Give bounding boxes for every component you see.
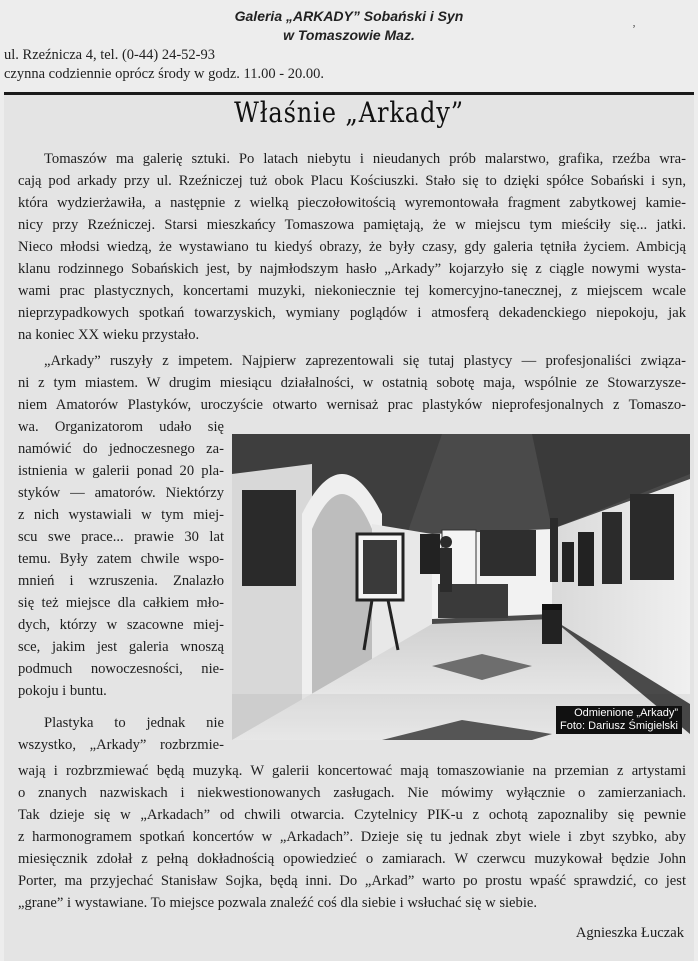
article-line: która wydzierżawiła, a następnie z wielką pieczołowitością wyremontowała fragment zabytkowej kamie-	[18, 195, 686, 211]
article-line: scu swe prace... prawie 30 lat	[18, 529, 224, 545]
gallery-opening-hours: czynna codziennie oprócz środy w godz. 11.00 - 20.00.	[4, 66, 324, 82]
article-line: wszystko, „Arkady” rozbrzmie-	[18, 737, 224, 753]
article-line: nicy przy Rzeźniczej. Starsi mieszkańcy Tomaszowa pamiętają, że w miejscu tym mieściły się... jatki.	[18, 217, 686, 233]
article-line: „grane” i wystawiane. To miejsce pozwala znaleźć coś dla siebie i wsłuchać się w siebie.	[18, 895, 538, 911]
article-line: styków — amatorów. Niektórzy	[18, 485, 224, 501]
article-line: wa. Organizatorom udało się	[18, 419, 224, 435]
photo-caption	[556, 706, 682, 734]
article-line: pokoju i buntu.	[18, 683, 107, 699]
article-headline: Właśnie „Arkady”	[234, 96, 464, 129]
article-line: Porter, ma przyjechać Stanisław Sojka, będą inni. Do „Arkad” warto po prostu wpaść sprawdzić, co jest	[18, 873, 686, 889]
article-line: wają i rozbrzmiewać będą muzyką. W galerii koncertować mają tomaszowianie na przemian z artystami	[18, 763, 686, 779]
article-line: Plastyka to jednak nie	[44, 715, 224, 731]
article-line: się też miejsce dla całkiem mło-	[18, 595, 224, 611]
article-line: mnień i wzruszenia. Znalazło	[18, 573, 224, 589]
gallery-interior-illustration	[232, 434, 690, 740]
corner-mark: ʼ	[632, 22, 636, 36]
article-line: z nich wystawiali w tym miej-	[18, 507, 224, 523]
photo-credit: Foto: Dariusz Śmigielski	[560, 720, 678, 732]
article-line: dych, którzy w szacowne miej-	[18, 617, 224, 633]
article-line: istnienia w galerii ponad 20 pla-	[18, 463, 224, 479]
article-line: cają pod arkady przy ul. Rzeźniczej tuż obok Placu Kościuszki. Stało się to dzięki spółce Sobański i syn,	[18, 173, 686, 189]
gallery-name: Galeria „ARKADY” Sobański i Syn	[234, 8, 464, 24]
article-line: podmuch nowoczesności, nie-	[18, 661, 224, 677]
article-line: niem Amatorów Plastyków, uroczyście otwarto wernisaż prac plastyków nieprofesjonalnych z Tomaszo-	[18, 397, 686, 413]
article-line: Tak dzieje się w „Arkadach” od chwili otwarcia. Czytelnicy PIK-u z ochotą zapoznaliby się pewnie	[18, 807, 686, 823]
article-line: klanu rodzinnego Sobańskich jest, by najmłodszym hasło „Arkady” kojarzyło się z ciągle nowymi wysta-	[18, 261, 686, 277]
article-line: Nieco młodsi wiedzą, że wystawiano tu kiedyś obrazy, że były czasy, gdy galeria tętniła życiem. Ambicją	[18, 239, 686, 255]
gallery-address: ul. Rzeźnicza 4, tel. (0-44) 24-52-93	[4, 47, 215, 63]
article-line: Tomaszów ma galerię sztuki. Po latach niebytu i nieudanych prób malarstwo, grafika, rzeźba wra-	[44, 151, 686, 167]
gallery-location: w Tomaszowie Maz.	[283, 27, 415, 43]
article-line: ni z tym miastem. W drugim miesiącu działalności, w ostatnią sobotę maja, wspólnie ze Stowarzysze-	[18, 375, 686, 391]
article-line: temu. Były zatem chwile wspo-	[18, 551, 224, 567]
gallery-photo	[232, 434, 690, 740]
article-line: miesięcznik zdołał z pełną dokładnością opowiedzieć o zamiarach. W czerwcu muzykował będzie John	[18, 851, 686, 867]
article-line: o znanych nazwiskach i niekwestionowanych zasługach. Nie mówimy wyłącznie o zamierzaniach.	[18, 785, 686, 801]
article-line: z harmonogramem spotkań koncertów w „Arkadach”. Dzieje się tu jednak zbyt wiele i zbyt szybko, aby	[18, 829, 686, 845]
article-line: sce, jakim jest galeria wnoszą	[18, 639, 224, 655]
article-line: namówić do jednoczesnego za-	[18, 441, 224, 457]
article-line: nieprzypadkowych spotkań towarzyskich, wymiany poglądów i atmosferą dekadenckiego niepokoju, jak	[18, 305, 686, 321]
article-line: na koniec XX wieku przystało.	[18, 327, 200, 343]
photo-caption-title: Odmienione „Arkady”	[574, 707, 678, 719]
article-author: Agnieszka Łuczak	[575, 925, 684, 941]
article-line: „Arkady” ruszyły z impetem. Najpierw zaprezentowali się tutaj plastycy — profesjonaliści związa-	[44, 353, 686, 369]
article-line: wami prac plastycznych, koncertami muzyki, niekoniecznie tej komercyjno-tanecznej, z miejscem wcale	[18, 283, 686, 299]
